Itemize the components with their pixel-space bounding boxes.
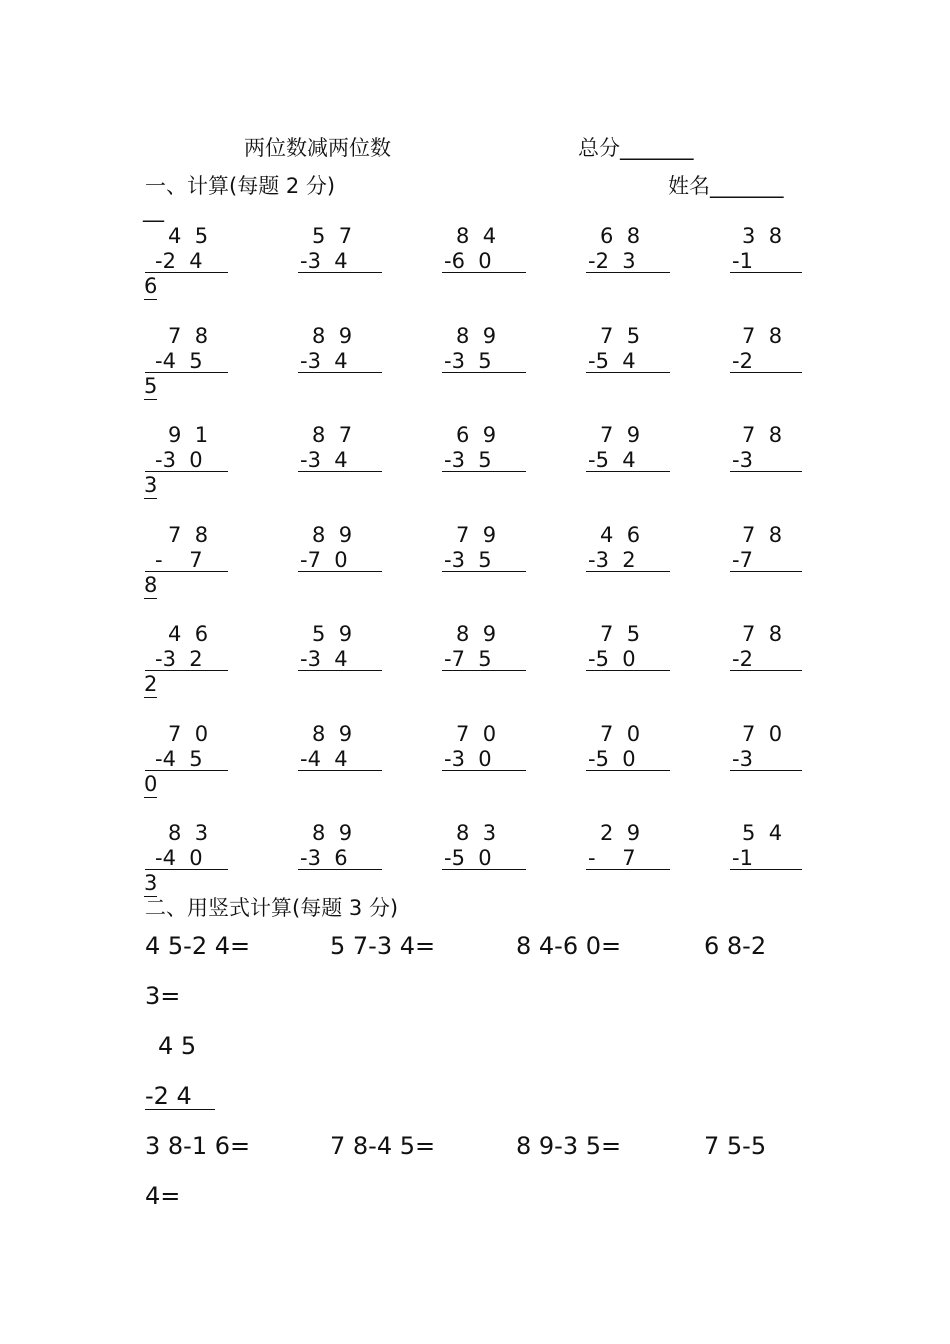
minuend: 7 0 — [168, 722, 209, 746]
minuend: 4 6 — [600, 523, 641, 547]
answer-line — [442, 272, 526, 273]
minuend: 2 9 — [600, 821, 641, 845]
minuend: 7 0 — [456, 722, 497, 746]
subtrahend: -5 0 — [444, 846, 492, 870]
subtrahend: -3 4 — [300, 647, 348, 671]
subtrahend: -3 0 — [444, 747, 492, 771]
answer-line — [586, 571, 670, 572]
subtrahend: -3 4 — [300, 448, 348, 472]
example-bottom-number: -2 4 — [145, 1082, 192, 1110]
section2-title: 二、用竖式计算(每题 3 分) — [145, 896, 399, 920]
answer-line — [730, 571, 802, 572]
section1-title: 一、计算(每题 2 分) — [145, 174, 336, 198]
subtrahend: -7 — [732, 548, 753, 572]
example-top-number: 4 5 — [158, 1032, 197, 1060]
minuend: 8 9 — [312, 523, 353, 547]
answer-line — [145, 372, 228, 373]
answer-line — [730, 372, 802, 373]
subtrahend: -3 0 — [155, 448, 203, 472]
equation-3: 8 4-6 0= — [516, 932, 622, 960]
subtrahend: -2 4 — [155, 249, 203, 273]
minuend: 8 9 — [312, 821, 353, 845]
minuend: 5 9 — [312, 622, 353, 646]
minuend: 8 9 — [456, 622, 497, 646]
subtrahend: -3 5 — [444, 349, 492, 373]
equation-7: 8 9-3 5= — [516, 1132, 622, 1160]
subtrahend: -3 2 — [155, 647, 203, 671]
minuend: 7 9 — [456, 523, 497, 547]
overflow-digit: 5 — [144, 374, 158, 398]
subtrahend: -3 — [732, 747, 753, 771]
answer-line — [730, 670, 802, 671]
subtrahend: -2 3 — [588, 249, 636, 273]
answer-line — [145, 471, 228, 472]
answer-line — [586, 670, 670, 671]
minuend: 7 8 — [168, 523, 209, 547]
overflow-digit: 6 — [144, 274, 158, 298]
subtrahend: - 7 — [588, 846, 636, 870]
subtrahend: -3 6 — [300, 846, 348, 870]
minuend: 8 3 — [456, 821, 497, 845]
subtrahend: -3 2 — [588, 548, 636, 572]
minuend: 8 9 — [456, 324, 497, 348]
minuend: 8 9 — [312, 324, 353, 348]
minuend: 8 4 — [456, 224, 497, 248]
equation-8-wrap: 4= — [145, 1182, 181, 1210]
answer-line — [298, 372, 382, 373]
equation-4-wrap: 3= — [145, 982, 181, 1010]
minuend: 7 8 — [742, 324, 783, 348]
minuend: 7 8 — [168, 324, 209, 348]
answer-line — [298, 670, 382, 671]
subtrahend: -5 4 — [588, 448, 636, 472]
answer-line — [586, 372, 670, 373]
subtrahend: - 7 — [155, 548, 203, 572]
answer-line — [145, 571, 228, 572]
answer-line — [442, 372, 526, 373]
answer-line — [730, 272, 802, 273]
subtrahend: -1 — [732, 249, 753, 273]
minuend: 4 5 — [168, 224, 209, 248]
subtrahend: -3 5 — [444, 548, 492, 572]
answer-line — [442, 471, 526, 472]
stray-dash: __ — [143, 198, 164, 222]
overflow-digit: 2 — [144, 672, 158, 696]
overflow-digit: 3 — [144, 473, 158, 497]
minuend: 5 7 — [312, 224, 353, 248]
minuend: 3 8 — [742, 224, 783, 248]
minuend: 8 3 — [168, 821, 209, 845]
minuend: 6 9 — [456, 423, 497, 447]
minuend: 8 7 — [312, 423, 353, 447]
score-label: 总分_______ — [578, 136, 694, 160]
subtrahend: -4 5 — [155, 349, 203, 373]
subtrahend: -4 0 — [155, 846, 203, 870]
answer-line — [145, 670, 228, 671]
answer-line — [298, 272, 382, 273]
overflow-digit: 3 — [144, 871, 158, 895]
equation-8: 7 5-5 — [704, 1132, 767, 1160]
minuend: 7 8 — [742, 523, 783, 547]
subtrahend: -4 5 — [155, 747, 203, 771]
answer-line — [442, 670, 526, 671]
overflow-digit: 0 — [144, 772, 158, 796]
answer-line — [298, 770, 382, 771]
answer-line — [145, 770, 228, 771]
subtrahend: -7 5 — [444, 647, 492, 671]
answer-line — [442, 770, 526, 771]
answer-line — [298, 571, 382, 572]
subtrahend: -6 0 — [444, 249, 492, 273]
equation-4: 6 8-2 — [704, 932, 767, 960]
minuend: 7 8 — [742, 622, 783, 646]
answer-line — [586, 471, 670, 472]
answer-line — [586, 272, 670, 273]
answer-line — [730, 770, 802, 771]
subtrahend: -5 0 — [588, 647, 636, 671]
minuend: 7 9 — [600, 423, 641, 447]
overflow-digit: 8 — [144, 573, 158, 597]
subtrahend: -4 4 — [300, 747, 348, 771]
minuend: 7 0 — [742, 722, 783, 746]
minuend: 7 8 — [742, 423, 783, 447]
equation-5: 3 8-1 6= — [145, 1132, 251, 1160]
answer-line — [298, 869, 382, 870]
answer-line — [145, 869, 228, 870]
minuend: 7 5 — [600, 324, 641, 348]
subtrahend: -5 4 — [588, 349, 636, 373]
answer-line — [442, 869, 526, 870]
minuend: 9 1 — [168, 423, 209, 447]
minuend: 7 5 — [600, 622, 641, 646]
equation-2: 5 7-3 4= — [330, 932, 436, 960]
answer-line — [145, 272, 228, 273]
subtrahend: -2 — [732, 349, 753, 373]
subtrahend: -7 0 — [300, 548, 348, 572]
minuend: 8 9 — [312, 722, 353, 746]
answer-line — [298, 471, 382, 472]
answer-line — [730, 471, 802, 472]
minuend: 4 6 — [168, 622, 209, 646]
answer-line — [730, 869, 802, 870]
name-label: 姓名_______ — [668, 174, 784, 198]
answer-line — [442, 571, 526, 572]
subtrahend: -5 0 — [588, 747, 636, 771]
subtrahend: -2 — [732, 647, 753, 671]
equation-6: 7 8-4 5= — [330, 1132, 436, 1160]
subtrahend: -3 4 — [300, 249, 348, 273]
subtrahend: -3 5 — [444, 448, 492, 472]
minuend: 6 8 — [600, 224, 641, 248]
subtrahend: -1 — [732, 846, 753, 870]
answer-line — [586, 869, 670, 870]
answer-line — [586, 770, 670, 771]
worksheet-title: 两位数减两位数 — [244, 136, 391, 160]
subtrahend: -3 4 — [300, 349, 348, 373]
minuend: 5 4 — [742, 821, 783, 845]
subtrahend: -3 — [732, 448, 753, 472]
minuend: 7 0 — [600, 722, 641, 746]
equation-1: 4 5-2 4= — [145, 932, 251, 960]
example-answer-line — [145, 1109, 215, 1110]
